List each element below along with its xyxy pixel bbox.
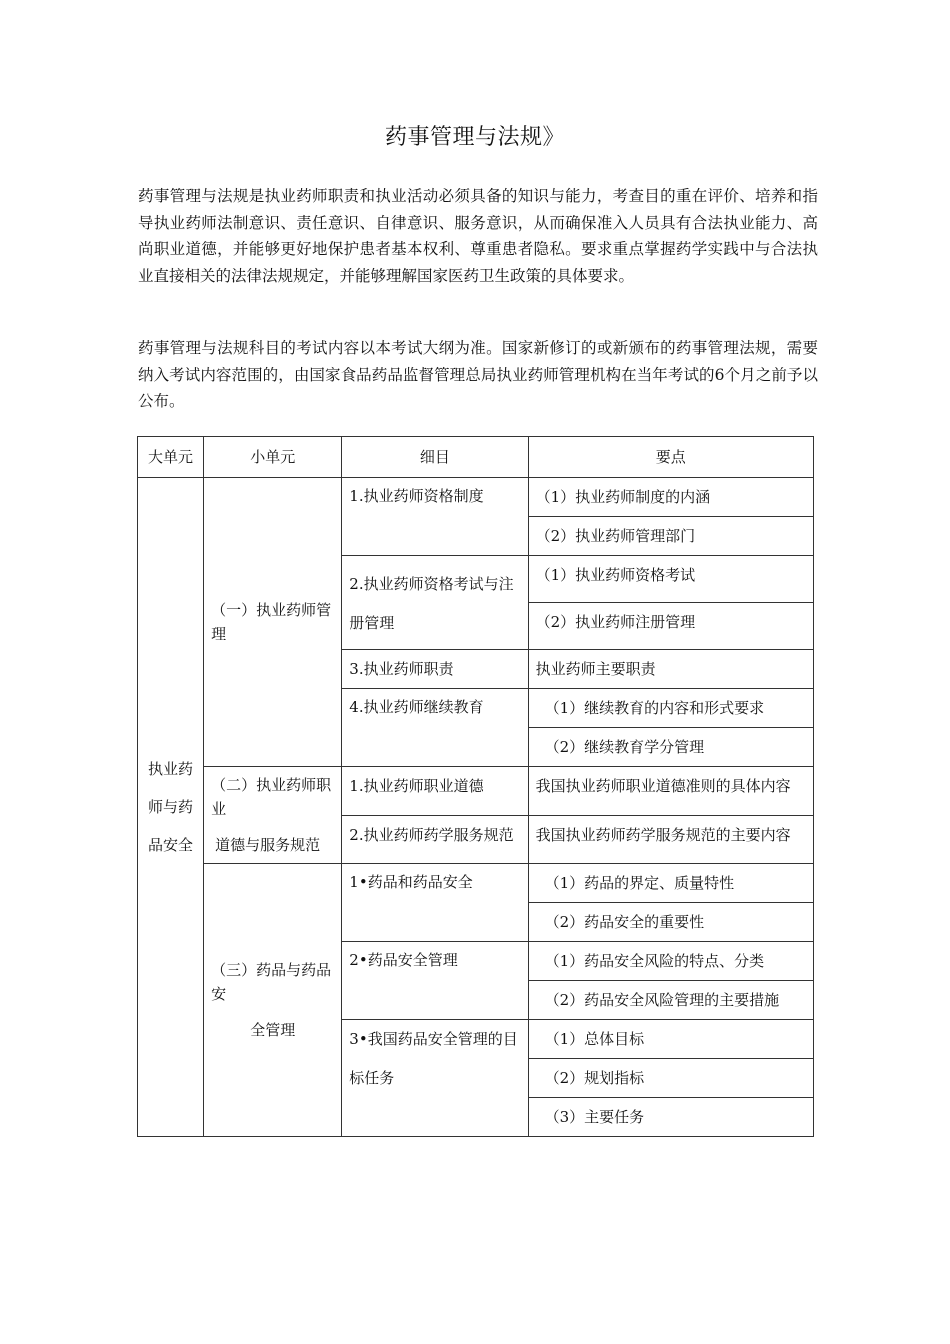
subunit-2 [204, 767, 342, 864]
subunit-2-line-a: （二）执业药师职业 [211, 776, 332, 818]
point-cell: （2）药品安全的重要性 [528, 903, 813, 942]
point-cell: （2）继续教育学分管理 [528, 728, 813, 767]
header-points: 要点 [528, 437, 813, 478]
subunit-2-line-b: 道德与服务规范 [215, 836, 321, 854]
point-cell: （1）执业药师制度的内涵 [528, 478, 813, 517]
table-header-row [138, 437, 814, 478]
item-cell: 4.执业药师继续教育 [342, 689, 528, 767]
unit-cell: 执业药师与药品安全 [138, 478, 204, 1137]
point-cell: （1）执业药师资格考试 [528, 556, 813, 603]
item-cell: 1.执业药师资格制度 [342, 478, 528, 556]
point-cell: （2）规划指标 [528, 1059, 813, 1098]
intro-paragraph: 药事管理与法规是执业药师职责和执业活动必须具备的知识与能力，考查目的重在评价、培养和指导执业药师法制意识、责任意识、自律意识、服务意识，从而确保准入人员具有合法执业能力、高尚职业道德，并能够更好地保护患者基本权利、尊重患者隐私。要求重点掌握药学实践中与合法执业直接相关的法律法规规定，并能够理解国家医药卫生政策的具体要求。 [138, 187, 818, 285]
point-cell: 执业药师主要职责 [528, 650, 813, 689]
table-row [138, 864, 814, 903]
point-cell: （1）继续教育的内容和形式要求 [528, 689, 813, 728]
subunit-3 [204, 864, 342, 1137]
point-cell: 我国执业药师职业道德准则的具体内容 [528, 767, 813, 816]
subunit-3-line-b: 全管理 [250, 1021, 296, 1039]
point-cell: 我国执业药师药学服务规范的主要内容 [528, 815, 813, 864]
item-cell: 2.执业药师资格考试与注册管理 [342, 556, 528, 650]
point-cell: （3）主要任务 [528, 1098, 813, 1137]
header-unit: 大单元 [138, 437, 204, 478]
subunit-3-line-a: （三）药品与药品安 [211, 961, 332, 1003]
header-item: 细目 [342, 437, 528, 478]
point-cell: （1）药品的界定、质量特性 [528, 864, 813, 903]
page-title: 药事管理与法规》 [384, 125, 565, 150]
item-cell: 3.执业药师职责 [342, 650, 528, 689]
point-cell: （1）总体目标 [528, 1020, 813, 1059]
item-cell: 1•药品和药品安全 [342, 864, 528, 942]
table-row [138, 767, 814, 816]
point-cell: （2）执业药师管理部门 [528, 517, 813, 556]
syllabus-table [137, 436, 814, 1137]
item-cell: 2.执业药师药学服务规范 [342, 815, 528, 864]
scope-paragraph: 药事管理与法规科目的考试内容以本考试大纲为准。国家新修订的或新颁布的药事管理法规，需要纳入考试内容范围的，由国家食品药品监督管理总局执业药师管理机构在当年考试的6个月之前予以公布。 [138, 339, 818, 410]
item-cell: 2•药品安全管理 [342, 942, 528, 1020]
table-row [138, 478, 814, 517]
header-subunit: 小单元 [204, 437, 342, 478]
point-cell: （1）药品安全风险的特点、分类 [528, 942, 813, 981]
point-cell: （2）执业药师注册管理 [528, 603, 813, 650]
subunit-1: （一）执业药师管理 [204, 478, 342, 767]
item-cell: 1.执业药师职业道德 [342, 767, 528, 816]
item-cell: 3•我国药品安全管理的目标任务 [342, 1020, 528, 1137]
point-cell: （2）药品安全风险管理的主要措施 [528, 981, 813, 1020]
